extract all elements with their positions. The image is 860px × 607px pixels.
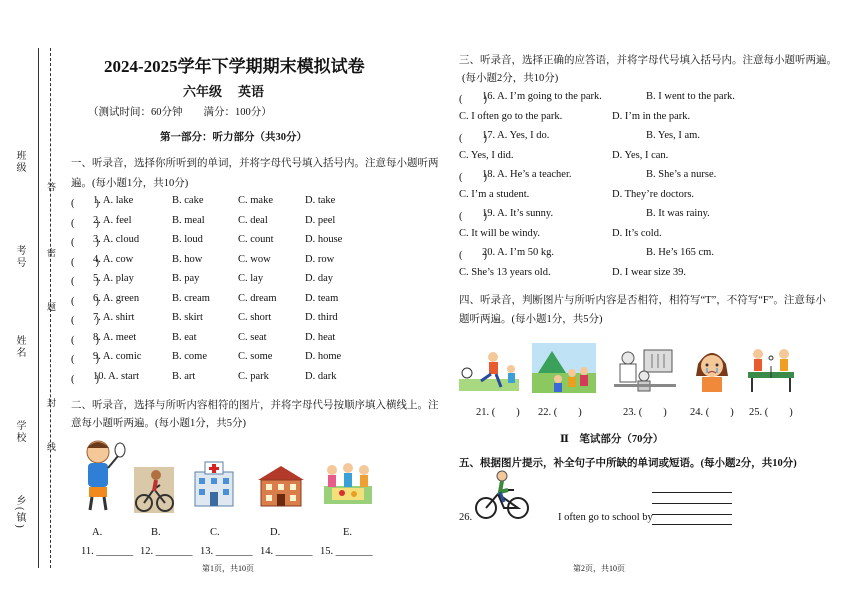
option-d: D. Yes, I can. <box>612 149 669 161</box>
option-c: C. lay <box>238 273 264 284</box>
option-a: 8. A. meet <box>93 331 137 343</box>
option-d: D. team <box>305 292 339 304</box>
option-a: 7. A. shirt <box>93 312 135 323</box>
option-a: 17. A. Yes, I do. <box>482 130 550 141</box>
picture-letter-c: C. <box>210 527 220 538</box>
option-c: C. seat <box>238 331 267 343</box>
option-b: B. art <box>172 370 196 382</box>
option-a: 1. A. lake <box>93 195 134 206</box>
part1-heading: 第一部分：听力部分（共30分） <box>160 132 307 143</box>
answer-paren[interactable]: ( ) <box>71 256 99 268</box>
option-b: B. cream <box>172 292 210 304</box>
answer-paren[interactable]: ( ) <box>71 373 99 385</box>
grade-label: 六年级 <box>183 84 223 99</box>
option-c: C. Yes, I did. <box>459 149 514 161</box>
seal-char-feng: 封 <box>46 398 56 409</box>
option-c: C. I’m a student. <box>459 188 530 200</box>
answer-paren[interactable]: ( ) <box>71 217 99 229</box>
seal-char-da: 答 <box>46 182 56 193</box>
option-c: C. make <box>238 195 273 206</box>
option-c: C. short <box>238 312 272 323</box>
option-d: D. They’re doctors. <box>612 188 695 200</box>
option-b: B. skirt <box>172 312 203 323</box>
option-b: B. loud <box>172 234 203 245</box>
sec2-instruction-line1: 二、听录音，选择与所听内容相符的图片，并将字母代号按顺序填入横线上。注 <box>71 400 439 411</box>
answer-paren[interactable]: ( ) <box>459 211 487 222</box>
question-26-text: I often go to school by <box>558 512 653 523</box>
option-b: B. how <box>172 253 203 265</box>
judge-mark-22[interactable]: 22. ( ) <box>538 407 582 418</box>
option-a: 6. A. green <box>93 292 140 304</box>
binding-label-school: 学校 <box>14 420 25 444</box>
picture-b-cyclist <box>134 467 174 513</box>
answer-paren[interactable]: ( ) <box>71 276 99 287</box>
binding-label-town: 乡(镇) <box>14 495 25 530</box>
picture-letter-d: D. <box>270 527 281 538</box>
answer-blank-14[interactable]: 14. _______ <box>260 546 313 557</box>
option-d: D. heat <box>305 331 336 343</box>
answer-paren[interactable]: ( ) <box>71 295 99 307</box>
answer-paren[interactable]: ( ) <box>459 250 487 261</box>
part2-heading: Ⅱ 笔试部分（70分） <box>560 434 664 445</box>
answer-paren[interactable]: ( ) <box>71 354 99 365</box>
option-a: 9. A. comic <box>93 351 142 362</box>
answer-paren[interactable]: ( ) <box>459 172 487 183</box>
option-d: D. house <box>305 234 343 245</box>
option-c: C. She’s 13 years old. <box>459 266 551 278</box>
picture-a-badminton-boy <box>76 436 126 512</box>
sec5-instruction: 五、根据图片提示，补全句子中所缺的单词或短语。(每小题2分，共10分) <box>459 458 797 469</box>
option-b: B. She’s a nurse. <box>646 169 717 180</box>
option-a: 10. A. start <box>93 370 140 382</box>
judge-mark-23[interactable]: 23. ( ) <box>623 407 667 418</box>
option-a: 16. A. I’m going to the park. <box>482 91 602 102</box>
option-a: 20. A. I’m 50 kg. <box>482 247 555 258</box>
option-d: D. third <box>305 312 338 323</box>
option-a: 2. A. feel <box>93 214 132 226</box>
binding-label-class: 班级 <box>14 150 25 174</box>
option-a: 18. A. He’s a teacher. <box>482 169 572 180</box>
option-a: 5. A. play <box>93 273 134 284</box>
picture-letter-e: E. <box>343 527 353 538</box>
option-d: D. dark <box>305 370 337 382</box>
option-d: D. I wear size 39. <box>612 266 687 278</box>
option-c: C. It will be windy. <box>459 227 540 239</box>
sec3-instruction-line2: (每小题2分，共10分) <box>462 73 559 84</box>
option-c: C. dream <box>238 292 277 304</box>
answer-paren[interactable]: ( ) <box>71 315 99 326</box>
option-b: B. come <box>172 351 207 362</box>
option-d: D. peel <box>305 214 336 226</box>
answer-paren[interactable]: ( ) <box>459 133 487 144</box>
sec4-instruction-line1: 四、听录音，判断图片与所听内容是否相符，相符写“T”，不符写“F”。注意每小 <box>459 295 826 306</box>
option-a: 4. A. cow <box>93 253 134 265</box>
option-d: D. day <box>305 273 333 284</box>
answer-paren[interactable]: ( ) <box>71 237 99 248</box>
option-c: C. deal <box>238 214 268 226</box>
option-c: C. park <box>238 370 269 382</box>
answer-line-26-3[interactable] <box>652 514 732 515</box>
seal-char-ti: 题 <box>46 302 56 313</box>
picture-26-bicycle-rider <box>474 470 530 520</box>
option-c: C. I often go to the park. <box>459 110 563 122</box>
picture-e-family-picnic <box>322 458 374 508</box>
option-b: B. I went to the park. <box>646 91 735 102</box>
sec3-instruction-line1: 三、听录音，选择正确的应答语，并将字母代号填入括号内。注意每小题听两遍。 <box>459 55 837 66</box>
option-d: D. take <box>305 195 336 206</box>
left-page-footer: 第1页，共10页 <box>202 564 254 573</box>
judge-mark-24[interactable]: 24. ( ) <box>690 407 734 418</box>
judge-mark-25[interactable]: 25. ( ) <box>749 407 793 418</box>
option-d: D. It’s cold. <box>612 227 662 239</box>
answer-blank-13[interactable]: 13. _______ <box>200 546 253 557</box>
subject-label: 英语 <box>238 84 265 99</box>
picture-letter-a: A. <box>92 527 103 538</box>
option-c: C. count <box>238 234 274 245</box>
seal-char-mi: 密 <box>46 248 56 259</box>
picture-d-school-building <box>256 462 306 508</box>
option-b: B. cake <box>172 195 204 206</box>
answer-paren[interactable]: ( ) <box>71 198 99 209</box>
option-d: D. home <box>305 351 342 362</box>
exam-title: 2024-2025学年下学期期末模拟试卷 <box>104 57 365 76</box>
answer-paren[interactable]: ( ) <box>459 94 487 105</box>
option-c: C. wow <box>238 253 271 265</box>
answer-line-26-2[interactable] <box>652 503 732 504</box>
sec2-instruction-line2: 意每小题听两遍。(每小题1分，共5分) <box>71 418 246 429</box>
sec1-instruction-line2: 遍。(每小题1分，共10分) <box>71 178 189 189</box>
option-b: B. He’s 165 cm. <box>646 247 714 258</box>
right-page-footer: 第2页，共10页 <box>573 564 625 573</box>
option-b: B. Yes, I am. <box>646 130 700 141</box>
picture-c-hospital <box>191 458 237 508</box>
answer-line-26-4[interactable] <box>652 524 732 525</box>
picture-22-camping-group <box>532 343 596 393</box>
answer-paren[interactable]: ( ) <box>71 334 99 346</box>
picture-letter-b: B. <box>151 527 161 538</box>
option-a: 19. A. It’s sunny. <box>482 208 554 219</box>
option-b: B. meal <box>172 214 205 226</box>
picture-23-doctor-xray <box>614 346 676 392</box>
picture-25-table-tennis <box>746 346 796 392</box>
judge-mark-21[interactable]: 21. ( ) <box>476 407 520 418</box>
option-a: 3. A. cloud <box>93 234 140 245</box>
option-d: D. row <box>305 253 335 265</box>
binding-label-name: 姓名 <box>14 335 25 359</box>
seal-char-xian: 线 <box>46 442 56 453</box>
sec4-instruction-line2: 题听两遍。(每小题1分，共5分) <box>459 314 603 325</box>
picture-24-crying-girl <box>692 346 732 392</box>
answer-blank-11[interactable]: 11. _______ <box>81 546 134 557</box>
option-d: D. I’m in the park. <box>612 110 691 122</box>
option-c: C. some <box>238 351 273 362</box>
option-b: B. eat <box>172 331 197 343</box>
sec1-instruction-line1: 一、听录音，选择你所听到的单词，并将字母代号填入括号内。注意每小题听两 <box>71 158 439 169</box>
answer-blank-12[interactable]: 12. _______ <box>140 546 193 557</box>
binding-outer-line <box>38 48 39 568</box>
question-26-number: 26. <box>459 512 473 523</box>
option-b: B. It was rainy. <box>646 208 710 219</box>
picture-21-soccer-kick <box>459 349 519 391</box>
exam-info: （测试时间：60分钟 满分：100分） <box>88 107 272 118</box>
binding-label-exam-number: 考号 <box>14 245 25 269</box>
answer-blank-15[interactable]: 15. _______ <box>320 546 373 557</box>
option-b: B. pay <box>172 273 200 284</box>
answer-line-26-1[interactable] <box>652 492 732 493</box>
